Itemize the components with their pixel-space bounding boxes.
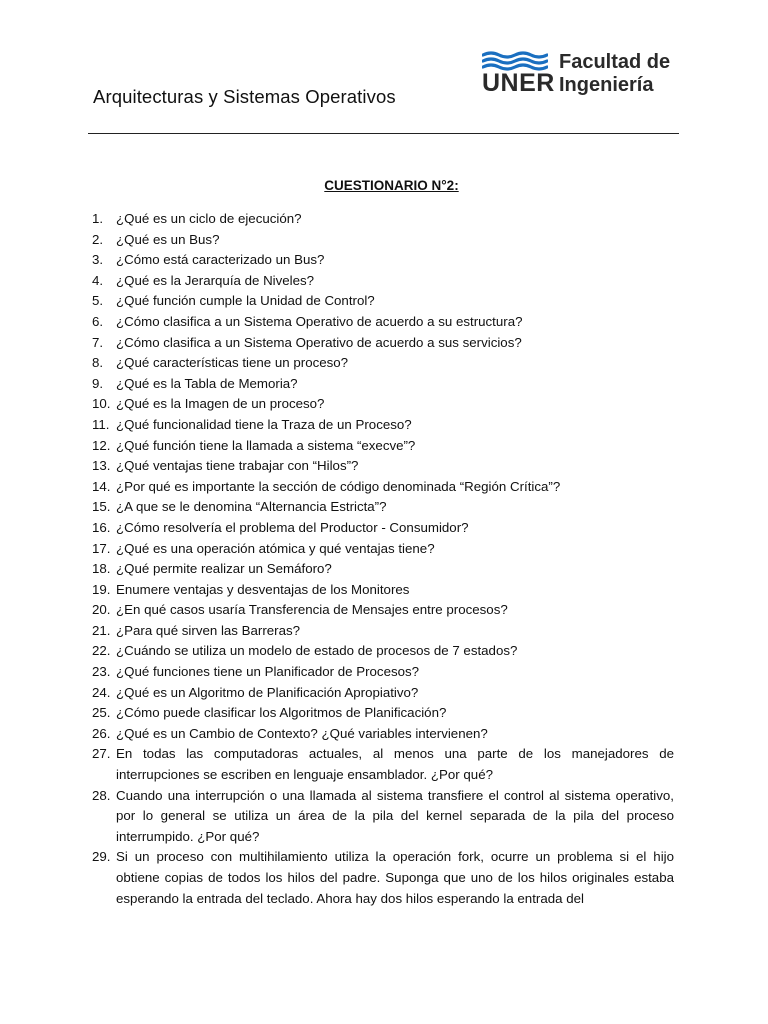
question-text: ¿Cómo clasifica a un Sistema Operativo de acuerdo a sus servicios? [116,334,522,350]
question-text: ¿Qué funcionalidad tiene la Traza de un Proceso? [116,416,412,432]
question-number: 18. [92,561,111,577]
question-text: ¿En qué casos usaría Transferencia de Mensajes entre procesos? [116,602,508,618]
question-text: Cuando una interrupción o una llamada al sistema transfiere el control al sistema operativo, por lo general se utiliza un área de la pila del kernel separada de la pila del proceso interrumpido. ¿Por qué? [116,787,674,844]
question-text: ¿Cuándo se utiliza un modelo de estado de procesos de 7 estados? [116,643,518,659]
question-number: 17. [92,540,111,556]
question-number: 21. [92,622,111,638]
question-text: ¿Qué funciones tiene un Planificador de Procesos? [116,664,420,680]
question-item [92,559,674,580]
question-number: 29. [92,849,111,865]
question-number: 7. [92,334,104,350]
question-list [92,209,674,909]
question-number: 27. [92,746,111,762]
question-item [92,415,674,436]
question-number: 13. [92,458,111,474]
question-item [92,291,674,312]
question-item [92,703,674,724]
question-item [92,436,674,457]
question-text: ¿Qué función tiene la llamada a sistema “execve”? [116,437,416,453]
question-text: ¿Qué permite realizar un Semáforo? [116,561,332,577]
question-item [92,621,674,642]
logo-uner-text: UNER [482,69,555,97]
question-number: 15. [92,499,111,515]
question-item [92,641,674,662]
question-item [92,497,674,518]
question-text: ¿Cómo puede clasificar los Algoritmos de Planificación? [116,705,447,721]
question-number: 2. [92,231,104,247]
question-text: ¿Qué es la Imagen de un proceso? [116,396,325,412]
question-item [92,353,674,374]
question-item [92,333,674,354]
question-item [92,250,674,271]
question-text: Enumere ventajas y desventajas de los Monitores [116,581,410,597]
questionnaire-title: CUESTIONARIO N°2: [324,178,459,193]
question-item [92,271,674,292]
question-text: ¿Qué es un ciclo de ejecución? [116,211,302,226]
question-number: 4. [92,272,104,288]
question-number: 24. [92,684,111,700]
question-text: ¿Qué función cumple la Unidad de Control? [116,293,375,309]
question-item [92,456,674,477]
question-item [92,477,674,498]
question-item [92,724,674,745]
question-number: 8. [92,355,104,371]
question-item [92,539,674,560]
question-item [92,518,674,539]
question-item [92,230,674,251]
question-number: 25. [92,705,111,721]
question-text: En todas las computadoras actuales, al menos una parte de los manejadores de interrupciones se escriben en lenguaje ensamblador. ¿Por qué? [116,746,674,783]
question-number: 14. [92,478,111,494]
logo-faculty-line: Facultad de [559,51,671,73]
question-item [92,847,674,909]
question-text: ¿Qué es un Cambio de Contexto? ¿Qué variables intervienen? [116,725,488,741]
question-text: Si un proceso con multihilamiento utiliza la operación fork, ocurre un problema si el hijo obtiene copias de todos los hilos del padre. Suponga que uno de los hilos originales estaba esperando la entrada del teclado. Ahora hay dos hilos esperando la entrada del [116,849,674,906]
question-item [92,374,674,395]
question-text: ¿Qué características tiene un proceso? [116,355,349,371]
question-item [92,683,674,704]
question-item [92,209,674,230]
question-item [92,786,674,848]
question-text: ¿Qué es la Jerarquía de Niveles? [116,272,315,288]
question-number: 28. [92,787,111,803]
question-text: ¿Cómo resolvería el problema del Productor - Consumidor? [116,519,469,535]
document-header-title: Arquitecturas y Sistemas Operativos [93,86,396,107]
question-number: 26. [92,725,111,741]
faculty-logo [482,48,682,100]
question-number: 19. [92,581,111,597]
question-text: ¿Qué ventajas tiene trabajar con “Hilos”? [116,458,359,474]
question-text: ¿Por qué es importante la sección de código denominada “Región Crítica”? [116,478,561,494]
question-number: 3. [92,252,104,268]
question-number: 11. [92,416,110,432]
logo-engineering-line: Ingeniería [559,74,654,96]
question-text: ¿Cómo está caracterizado un Bus? [116,252,325,268]
question-number: 1. [92,211,104,226]
question-number: 9. [92,375,104,391]
question-text: ¿Qué es un Algoritmo de Planificación Apropiativo? [116,684,419,700]
question-number: 10. [92,396,111,412]
question-text: ¿A que se le denomina “Alternancia Estricta”? [116,499,387,515]
question-item [92,580,674,601]
question-item [92,312,674,333]
question-text: ¿Para qué sirven las Barreras? [116,622,301,638]
question-text: ¿Cómo clasifica a un Sistema Operativo de acuerdo a su estructura? [116,313,523,329]
question-number: 6. [92,313,104,329]
question-number: 20. [92,602,111,618]
question-number: 12. [92,437,111,453]
question-number: 23. [92,664,111,680]
question-item [92,662,674,683]
question-number: 22. [92,643,111,659]
question-number: 5. [92,293,104,309]
question-text: ¿Qué es un Bus? [116,231,220,247]
question-text: ¿Qué es la Tabla de Memoria? [116,375,298,391]
question-item [92,744,674,785]
question-item [92,600,674,621]
header-divider [88,133,679,134]
question-number: 16. [92,519,111,535]
question-text: ¿Qué es una operación atómica y qué ventajas tiene? [116,540,435,556]
question-item [92,394,674,415]
